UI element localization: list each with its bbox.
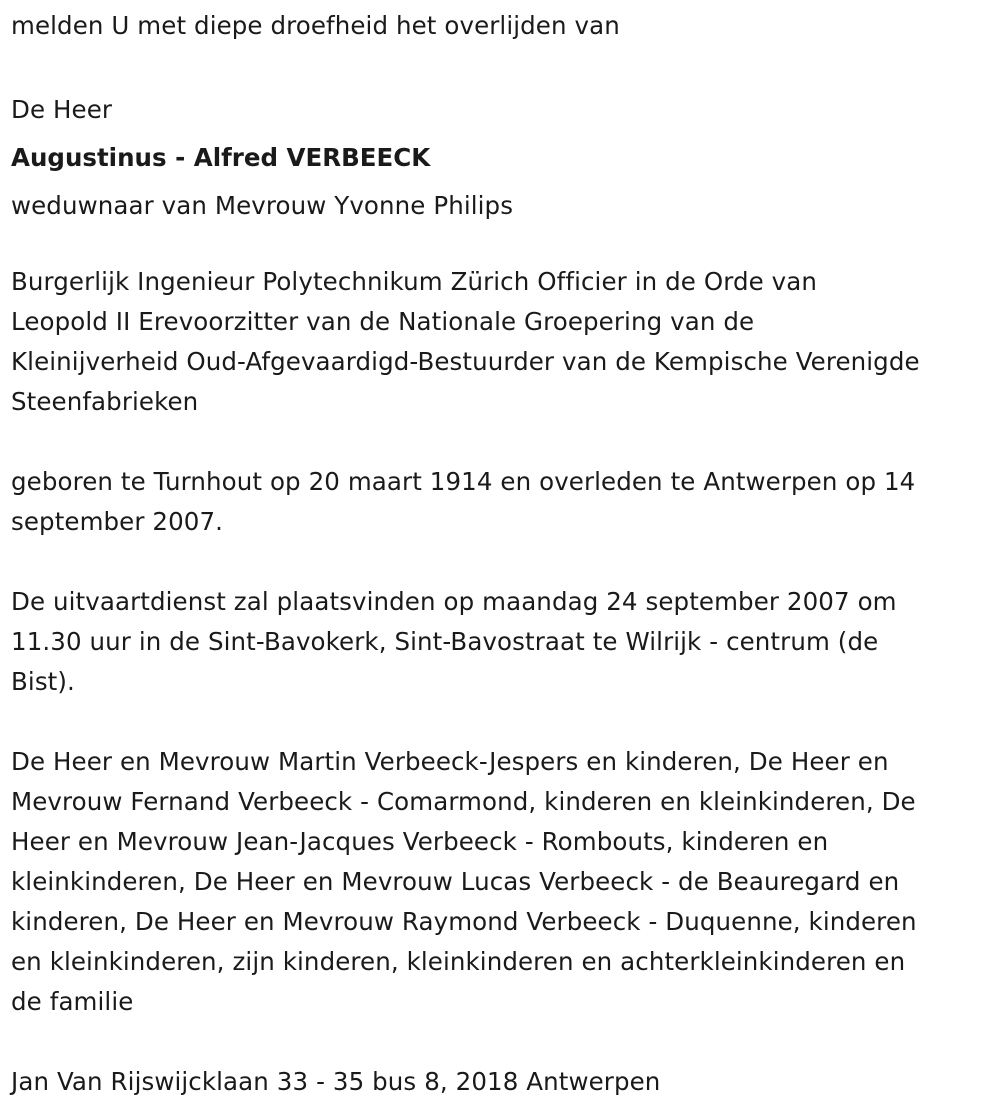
spacer	[11, 542, 991, 582]
family-line: Mevrouw Fernand Verbeeck - Comarmond, kinderen en kleinkinderen, De	[11, 787, 916, 816]
spacer	[11, 230, 991, 262]
titles-line: Kleinijverheid Oud-Afgevaardigd-Bestuurder van de Kempische Verenigde	[11, 347, 920, 376]
family-line: de familie	[11, 987, 134, 1016]
titles-paragraph	[11, 262, 991, 422]
intro-text: melden U met diepe droefheid het overlijden van	[11, 11, 620, 40]
service-paragraph	[11, 582, 991, 702]
family-line: en kleinkinderen, zijn kinderen, kleinkinderen en achterkleinkinderen en	[11, 947, 906, 976]
family-line: kinderen, De Heer en Mevrouw Raymond Verbeeck - Duquenne, kinderen	[11, 907, 917, 936]
honorific: De Heer	[11, 95, 113, 124]
family-paragraph	[11, 742, 991, 1022]
titles-line: Burgerlijk Ingenieur Polytechnikum Zürich Officier in de Orde van	[11, 267, 818, 296]
deceased-name: Augustinus - Alfred VERBEECK	[11, 143, 431, 172]
service-line: De uitvaartdienst zal plaatsvinden op maandag 24 september 2007 om	[11, 587, 897, 616]
spacer	[11, 422, 991, 462]
address-text: Jan Van Rijswijcklaan 33 - 35 bus 8, 2018 Antwerpen	[11, 1067, 661, 1096]
widower-text: weduwnaar van Mevrouw Yvonne Philips	[11, 191, 514, 220]
family-line: De Heer en Mevrouw Martin Verbeeck-Jespers en kinderen, De Heer en	[11, 747, 889, 776]
titles-line: Steenfabrieken	[11, 387, 199, 416]
service-line: Bist).	[11, 667, 75, 696]
birth-death-line: september 2007.	[11, 507, 224, 536]
birth-death-paragraph	[11, 462, 991, 542]
family-line: kleinkinderen, De Heer en Mevrouw Lucas Verbeeck - de Beauregard en	[11, 867, 900, 896]
birth-death-line: geboren te Turnhout op 20 maart 1914 en overleden te Antwerpen op 14	[11, 467, 916, 496]
spacer	[11, 1022, 991, 1062]
titles-line: Leopold II Erevoorzitter van de Nationale Groepering van de	[11, 307, 755, 336]
family-line: Heer en Mevrouw Jean-Jacques Verbeeck - Rombouts, kinderen en	[11, 827, 829, 856]
service-line: 11.30 uur in de Sint-Bavokerk, Sint-Bavostraat te Wilrijk - centrum (de	[11, 627, 879, 656]
death-notice	[11, 0, 991, 1102]
spacer	[11, 46, 991, 86]
spacer	[11, 702, 991, 742]
